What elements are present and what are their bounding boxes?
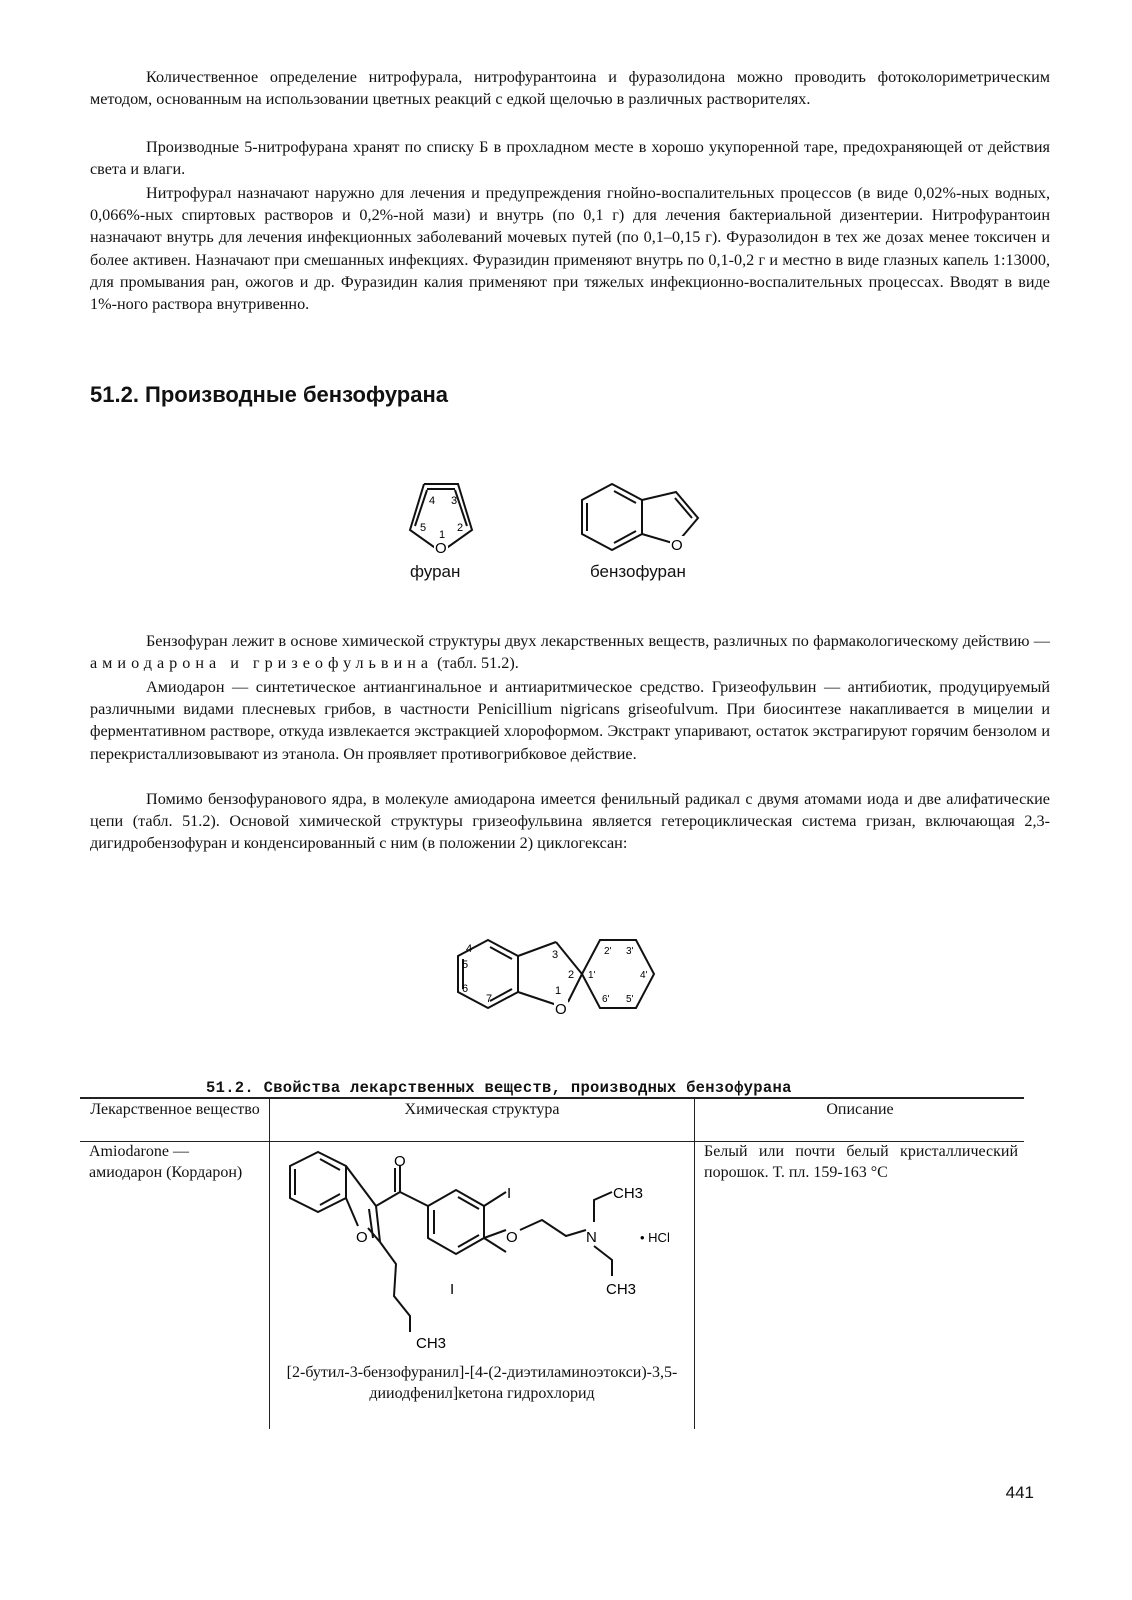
table-column-divider <box>694 1097 695 1429</box>
paragraph-amiodarone <box>90 676 1050 765</box>
hcl-salt: • HCl <box>640 1230 670 1245</box>
furan-structure <box>400 478 490 562</box>
grisan-atom: 4' <box>640 970 648 981</box>
grisan-structure <box>448 930 668 1042</box>
paragraph-text: (табл. 51.2). <box>433 654 519 673</box>
table-header-structure: Химическая структура <box>404 1101 560 1118</box>
methyl-group: CH3 <box>416 1335 447 1352</box>
paragraph-text: Нитрофурал назначают наружно для лечения и предупреждения гнойно-воспалительных процессов (в виде 0,02%-ных водных, 0,066%-ных спиртовых растворов и 0,2%-ной мази) и внутрь (по 0,1 г) для лечения бактериальной дизентерии. Нитрофурантоин назначают внутрь для лечения инфекционных заболеваний мочевых путей (по 0,1–0,15 г). Фуразолидон в тех же дозах менее токсичен и более активен. Назначают при смешанных инфекциях. Фуразидин применяют внутрь по 0,1-0,2 г и местно в виде глазных капель 1:13000, для промывания ран, ожогов и др. Фуразидин калия применяют при тяжелых инфекционно-воспалительных процессах. Вводят в виде 1%-ного раствора внутривенно. <box>90 184 1050 314</box>
paragraph-text: Производные 5-нитрофурана хранят по списку Б в прохладном месте в хорошо укупоренной таре, предохраняющей от действия света и влаги. <box>90 138 1050 179</box>
paragraph-benzofuran <box>90 630 1050 674</box>
paragraph-text: Амиодарон — синтетическое антиангинальное и антиаритмическое средство. Гризеофульвин — антибиотик, продуцируемый различными видами плесневых грибов, в частности Penicillium nigricans griseofulvum. При биосинтезе накапливается в мицелии и ферментативном растворе, откуда извлекается экстракцией хлороформом. Экстракт упаривают, остаток экстрагируют горячим бензолом и перекристаллизовывают из этанола. Он проявляет противогрибковое действие. <box>90 678 1050 763</box>
furan-atom: 1 <box>439 529 446 541</box>
grisan-atom: 5 <box>462 959 469 971</box>
paragraph-quantitative <box>90 66 1050 110</box>
grisan-atom: 6 <box>462 983 469 995</box>
grisan-atom: 6' <box>602 994 610 1005</box>
furan-atom: 4 <box>429 495 436 507</box>
paragraph-text: Количественное определение нитрофурала, нитрофурантоина и фуразолидона можно проводить фотоколориметрическим методом, основанным на использовании цветных реакций с едкой щелочью в различных растворителях. <box>90 68 1050 109</box>
furan-atom: 5 <box>420 522 427 534</box>
section-heading: 51.2. Производные бензофурана <box>90 382 449 407</box>
furan-oxygen: O <box>435 540 447 557</box>
iodine-atom: I <box>450 1281 455 1298</box>
grisan-atom: 2 <box>568 969 575 981</box>
grisan-atom: 3' <box>626 946 634 957</box>
grisan-atom: 7 <box>486 993 493 1005</box>
amiodarone-structure <box>276 1146 688 1366</box>
benzofuran-structure <box>572 478 712 562</box>
benzofuran-oxygen: O <box>671 537 683 554</box>
grisan-atom: 4 <box>466 943 473 955</box>
page-number: 441 <box>1005 1483 1034 1502</box>
grisan-atom: 1' <box>588 970 596 981</box>
methyl-group: CH3 <box>613 1185 644 1202</box>
emphasized-drug-names: амиодарона и гризеофульвина <box>90 654 434 673</box>
nitrogen-atom: N <box>586 1229 597 1246</box>
grisan-atom: 3 <box>552 949 559 961</box>
benzofuran-label: бензофуран <box>590 562 686 581</box>
grisan-atom: 1 <box>555 985 562 997</box>
table-title: 51.2. Свойства лекарственных веществ, производных бензофурана <box>206 1079 792 1097</box>
furan-atom: 2 <box>457 522 464 534</box>
grisan-oxygen: O <box>555 1001 567 1018</box>
table-column-divider <box>269 1097 270 1429</box>
substance-description: Белый или почти белый кристаллический порошок. Т. пл. 159-163 °С <box>704 1143 1018 1181</box>
grisan-atom: 5' <box>626 994 634 1005</box>
carbonyl-oxygen: O <box>394 1153 406 1170</box>
substance-name: Amiodarone — амиодарон (Кордарон) <box>89 1143 243 1181</box>
ether-oxygen: O <box>506 1229 518 1246</box>
furan-atom: 3 <box>451 495 458 507</box>
iodine-atom: I <box>507 1185 512 1202</box>
paragraph-text: Помимо бензофуранового ядра, в молекуле амиодарона имеется фенильный радикал с двумя атомами иода и две алифатические цепи (табл. 51.2). Основой химической структуры гризеофульвина является гетероциклическая система гризан, включающая 2,3-дигидробензофуран и конденсированный с ним (в положении 2) циклогексан: <box>90 790 1050 853</box>
grisan-atom: 2' <box>604 946 612 957</box>
paragraph-storage <box>90 136 1050 180</box>
furan-oxygen: O <box>356 1229 368 1246</box>
paragraph-grisan <box>90 788 1050 855</box>
structure-name: [2-бутил-3-бензофуранил]-[4-(2-диэтиламиноэтокси)-3,5-дииодфенил]кетона гидрохлорид <box>286 1364 678 1402</box>
table-header-description: Описание <box>826 1101 894 1118</box>
table-header-substance: Лекарственное вещество <box>90 1101 260 1118</box>
furan-label: фуран <box>410 562 461 581</box>
paragraph-text: Бензофуран лежит в основе химической структуры двух лекарственных веществ, различных по фармакологическому действию — <box>146 632 1050 650</box>
paragraph-usage <box>90 182 1050 315</box>
methyl-group: CH3 <box>606 1281 637 1298</box>
